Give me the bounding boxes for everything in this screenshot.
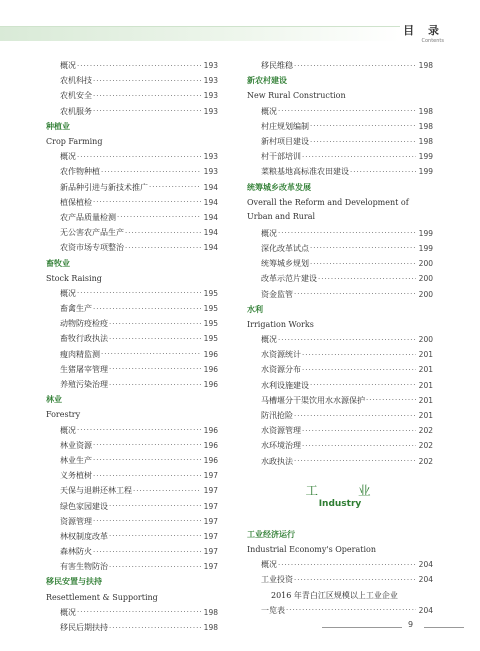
toc-entry[interactable]: [247, 241, 433, 256]
section-heading-en: New Rural Construction: [247, 91, 346, 101]
dot-leader: [302, 427, 416, 435]
footer-rule: [322, 627, 402, 628]
toc-entry-title: 农机服务: [60, 106, 92, 116]
toc-entry-page: 196: [203, 440, 218, 450]
toc-entry-page: 198: [203, 623, 218, 633]
toc-entry-page: 199: [418, 167, 433, 177]
toc-entry[interactable]: [46, 423, 218, 438]
toc-entry[interactable]: [46, 164, 218, 179]
section-heading-en: Overall the Reform and Development of Urban and Rural: [247, 197, 409, 222]
toc-entry[interactable]: [247, 104, 433, 119]
toc-entry[interactable]: [46, 316, 218, 331]
section-heading-cn: 统筹城乡改革发展: [247, 181, 311, 192]
toc-entry-title: 水资源管理: [261, 426, 301, 436]
toc-entry-title: 资金监管: [261, 289, 293, 299]
toc-entry-page: 198: [418, 121, 433, 131]
dot-leader: [278, 561, 416, 569]
toc-entry[interactable]: [247, 332, 433, 347]
toc-entry-title: 马槽堰分干渠饮用水水源保护: [261, 395, 365, 405]
toc-entry-title: 水环境治理: [261, 441, 301, 451]
section-heading-cn: 畜牧业: [46, 257, 70, 268]
footer-rule-right: [424, 627, 464, 628]
toc-entry-title: 有害生物防治: [60, 562, 108, 572]
toc-entry-title: 畜牧行政执法: [60, 334, 108, 344]
toc-entry-title: 农作物种植: [60, 167, 100, 177]
toc-entry-page: 194: [203, 243, 218, 253]
page-number: 9: [408, 620, 414, 629]
toc-entry-title: 移民后期扶持: [60, 623, 108, 633]
toc-entry-title: 植保植检: [60, 197, 92, 207]
toc-entry[interactable]: [247, 423, 433, 438]
toc-entry-page: 204: [418, 605, 433, 615]
toc-entry-page: 196: [203, 425, 218, 435]
toc-entry[interactable]: [247, 134, 433, 149]
dot-leader: [93, 77, 201, 85]
dot-leader: [350, 168, 416, 176]
toc-entry-page: 193: [203, 91, 218, 101]
section-heading-cn: 移民安置与扶持: [46, 576, 102, 587]
toc-entry-title: 资源管理: [60, 516, 92, 526]
dot-leader: [149, 183, 201, 191]
page-subtitle: Contents: [421, 38, 444, 44]
toc-entry-title: 无公害农产品生产: [60, 228, 124, 238]
toc-entry[interactable]: [247, 164, 433, 179]
toc-entry[interactable]: [46, 605, 218, 620]
toc-entry[interactable]: [46, 347, 218, 362]
toc-entry-title: 概况: [60, 607, 76, 617]
dot-leader: [109, 624, 201, 632]
dot-leader: [109, 502, 201, 510]
dot-leader: [93, 548, 201, 556]
toc-entry[interactable]: [46, 180, 218, 195]
toc-entry[interactable]: [247, 408, 433, 423]
toc-entry-title: 畜禽生产: [60, 304, 92, 314]
toc-entry-page: 193: [203, 61, 218, 71]
toc-entry[interactable]: [46, 377, 218, 392]
toc-entry[interactable]: [247, 58, 433, 73]
page-title: 目 录: [403, 24, 444, 37]
toc-entry-title: 概况: [261, 560, 277, 570]
toc-entry[interactable]: [247, 149, 433, 164]
toc-entry-title: 新村项目建设: [261, 137, 309, 147]
section-heading-cn: 林业: [46, 394, 62, 405]
toc-entry-title: 概况: [60, 425, 76, 435]
section-heading-en: Irrigation Works: [247, 319, 314, 329]
toc-entry-title: 水利设施建设: [261, 380, 309, 390]
toc-entry-page: 197: [203, 501, 218, 511]
dot-leader: [93, 441, 201, 449]
toc-entry-page: 197: [203, 486, 218, 496]
toc-entry-page: 199: [418, 228, 433, 238]
toc-entry-page: 197: [203, 516, 218, 526]
dot-leader: [109, 381, 201, 389]
toc-entry-page: 196: [203, 349, 218, 359]
toc-entry-title: 生猪屠宰管理: [60, 364, 108, 374]
toc-entry-page: 195: [203, 319, 218, 329]
dot-leader: [101, 168, 201, 176]
toc-entry[interactable]: [46, 225, 218, 240]
toc-entry-page: 197: [203, 562, 218, 572]
dot-leader: [77, 62, 201, 70]
dot-leader: [310, 122, 416, 130]
toc-entry[interactable]: [247, 393, 433, 408]
dot-leader: [278, 229, 416, 237]
toc-entry[interactable]: [247, 271, 433, 286]
dot-leader: [101, 350, 201, 358]
dot-leader: [109, 335, 201, 343]
dot-leader: [93, 198, 201, 206]
toc-entry-page: 195: [203, 334, 218, 344]
toc-entry-page: 201: [418, 380, 433, 390]
dot-leader: [310, 381, 416, 389]
toc-entry-page: 200: [418, 289, 433, 299]
spacer: [247, 515, 433, 527]
dot-leader: [294, 576, 416, 584]
toc-entry-title: 一览表: [261, 605, 285, 615]
toc-entry-page: 198: [418, 61, 433, 71]
toc-entry-page: 199: [418, 243, 433, 253]
toc-entry[interactable]: [46, 483, 218, 498]
toc-entry-page: 195: [203, 304, 218, 314]
dot-leader: [133, 487, 201, 495]
dot-leader: [310, 138, 416, 146]
toc-entry[interactable]: [247, 603, 433, 618]
toc-entry-title: 瘦肉精监测: [60, 349, 100, 359]
toc-entry[interactable]: [46, 149, 218, 164]
header-bar: [0, 26, 400, 41]
toc-entry[interactable]: [247, 347, 433, 362]
dot-leader: [286, 606, 416, 614]
chapter-title-cn: 工 业: [305, 482, 389, 498]
toc-entry[interactable]: [46, 331, 218, 346]
toc-entry-title: 概况: [60, 61, 76, 71]
toc-entry-title: 深化改革试点: [261, 243, 309, 253]
dot-leader: [109, 365, 201, 373]
dot-leader: [294, 290, 416, 298]
toc-entry-page: 200: [418, 335, 433, 345]
toc-entry-title: 林权制度改革: [60, 531, 108, 541]
dot-leader: [366, 396, 416, 404]
toc-entry-page: 194: [203, 228, 218, 238]
toc-entry-page: 199: [418, 152, 433, 162]
toc-entry-page: 193: [203, 106, 218, 116]
dot-leader: [302, 366, 416, 374]
section-heading-cn: 新农村建设: [247, 75, 287, 86]
toc-entry-page: 194: [203, 197, 218, 207]
toc-entry-title: 水政执法: [261, 456, 293, 466]
toc-entry-page: 202: [418, 456, 433, 466]
toc-entry[interactable]: [46, 362, 218, 377]
toc-entry-title: 村干部培训: [261, 152, 301, 162]
toc-entry[interactable]: [46, 544, 218, 559]
toc-entry-title: 农机安全: [60, 91, 92, 101]
toc-entry[interactable]: [46, 438, 218, 453]
toc-entry-page: 204: [418, 560, 433, 570]
toc-entry-page: 197: [203, 547, 218, 557]
toc-entry[interactable]: [46, 286, 218, 301]
toc-entry[interactable]: [46, 559, 218, 574]
toc-entry-title: 天保与退耕还林工程: [60, 486, 132, 496]
toc-entry-page: 193: [203, 152, 218, 162]
dot-leader: [93, 517, 201, 525]
dot-leader: [294, 62, 416, 70]
dot-leader: [294, 412, 416, 420]
toc-entry[interactable]: [247, 438, 433, 453]
toc-entry-page: 196: [203, 364, 218, 374]
toc-entry-page: 198: [418, 137, 433, 147]
dot-leader: [318, 275, 416, 283]
toc-entry-page: 198: [203, 607, 218, 617]
toc-entry-title: 林业资源: [60, 440, 92, 450]
section-heading-en: Stock Raising: [46, 273, 102, 283]
toc-entry-page: 196: [203, 455, 218, 465]
toc-entry-title: 村庄规划编制: [261, 121, 309, 131]
toc-entry-page: 194: [203, 212, 218, 222]
section-heading-en: Industrial Economy's Operation: [247, 544, 376, 554]
dot-leader: [77, 153, 201, 161]
toc-entry-page: 197: [203, 471, 218, 481]
toc-entry[interactable]: [46, 104, 218, 119]
dot-leader: [93, 107, 201, 115]
toc-entry[interactable]: [46, 529, 218, 544]
toc-entry[interactable]: [46, 301, 218, 316]
toc-entry-page: 200: [418, 274, 433, 284]
toc-entry-page: 197: [203, 531, 218, 541]
toc-entry[interactable]: [46, 468, 218, 483]
toc-entry-page: 202: [418, 426, 433, 436]
toc-entry-title: 动物防疫检疫: [60, 319, 108, 329]
toc-entry[interactable]: [247, 362, 433, 377]
toc-entry[interactable]: [247, 286, 433, 301]
dot-leader: [278, 336, 416, 344]
toc-entry-title: 概况: [261, 106, 277, 116]
toc-entry-page: 201: [418, 395, 433, 405]
section-heading-en: Forestry: [46, 410, 81, 420]
toc-entry-title: 概况: [60, 152, 76, 162]
dot-leader: [125, 229, 201, 237]
toc-entry-title: 义务植树: [60, 471, 92, 481]
toc-entry[interactable]: [247, 454, 433, 469]
section-heading-en: Crop Farming: [46, 137, 103, 147]
toc-entry-title: 防汛抢险: [261, 411, 293, 421]
toc-entry-page: 194: [203, 182, 218, 192]
dot-leader: [302, 153, 416, 161]
dot-leader: [93, 92, 201, 100]
dot-leader: [310, 260, 416, 268]
dot-leader: [302, 351, 416, 359]
toc-entry-title: 移民维稳: [261, 61, 293, 71]
toc-entry-title: 概况: [60, 288, 76, 298]
toc-entry[interactable]: [46, 620, 218, 635]
toc-entry[interactable]: [46, 210, 218, 225]
toc-entry[interactable]: [247, 256, 433, 271]
toc-entry[interactable]: [46, 498, 218, 513]
dot-leader: [109, 563, 201, 571]
dot-leader: [77, 289, 201, 297]
toc-entry-page: 201: [418, 365, 433, 375]
toc-entry-title: 林业生产: [60, 455, 92, 465]
toc-entry-title: 新品种引进与新技术推广: [60, 182, 148, 192]
toc-entry[interactable]: [46, 240, 218, 255]
toc-entry[interactable]: [46, 88, 218, 103]
toc-left-column: [46, 58, 218, 635]
toc-entry-page: 201: [418, 411, 433, 421]
toc-entry-page: 195: [203, 288, 218, 298]
toc-entry-page: 193: [203, 167, 218, 177]
toc-entry-page: 204: [418, 575, 433, 585]
toc-entry-page: 201: [418, 350, 433, 360]
toc-entry[interactable]: [247, 378, 433, 393]
toc-entry-title: 森林防火: [60, 547, 92, 557]
toc-entry-title: 菜粮基地高标准农田建设: [261, 167, 349, 177]
toc-entry-page: 200: [418, 259, 433, 269]
dot-leader: [93, 472, 201, 480]
dot-leader: [125, 244, 201, 252]
chapter-title-en: Industry: [318, 498, 362, 509]
dot-leader: [294, 457, 416, 465]
toc-right-column: [247, 58, 433, 618]
toc-entry[interactable]: [46, 58, 218, 73]
section-heading-en: Resettlement & Supporting: [46, 592, 158, 602]
toc-entry-title: 改革示范片建设: [261, 274, 317, 284]
toc-entry-title: 概况: [261, 228, 277, 238]
dot-leader: [302, 442, 416, 450]
toc-entry-title: 概况: [261, 335, 277, 345]
dot-leader: [117, 213, 201, 221]
dot-leader: [77, 608, 201, 616]
dot-leader: [77, 426, 201, 434]
toc-entry-title: 工业投资: [261, 575, 293, 585]
toc-entry-title: 统筹城乡规划: [261, 259, 309, 269]
toc-entry-page: 193: [203, 76, 218, 86]
toc-entry-title: 绿色家园建设: [60, 501, 108, 511]
toc-entry[interactable]: [46, 73, 218, 88]
toc-entry-title: 农产品质量检测: [60, 212, 116, 222]
dot-leader: [278, 107, 416, 115]
toc-entry[interactable]: [46, 195, 218, 210]
toc-entry[interactable]: [247, 119, 433, 134]
section-heading-cn: 种植业: [46, 120, 70, 131]
dot-leader: [310, 244, 416, 252]
toc-entry-page: 198: [418, 106, 433, 116]
dot-leader: [109, 532, 201, 540]
section-heading-cn: 工业经济运行: [247, 528, 295, 539]
dot-leader: [109, 320, 201, 328]
toc-entry[interactable]: [46, 453, 218, 468]
toc-entry[interactable]: [247, 557, 433, 572]
section-heading-cn: 水利: [247, 303, 263, 314]
dot-leader: [93, 305, 201, 313]
toc-entry-title: 养殖污染治理: [60, 380, 108, 390]
toc-entry[interactable]: [247, 572, 433, 587]
toc-entry-page: 202: [418, 441, 433, 451]
dot-leader: [93, 456, 201, 464]
toc-entry[interactable]: [46, 514, 218, 529]
toc-entry-title: 农资市场专项整治: [60, 243, 124, 253]
toc-entry-continued-title: 2016 年青白江区规模以上工业企业: [271, 590, 398, 600]
toc-entry-title: 水资源统计: [261, 350, 301, 360]
toc-entry-title: 农机科技: [60, 76, 92, 86]
toc-entry-page: 196: [203, 380, 218, 390]
toc-entry[interactable]: [247, 226, 433, 241]
toc-entry-title: 水资源分布: [261, 365, 301, 375]
